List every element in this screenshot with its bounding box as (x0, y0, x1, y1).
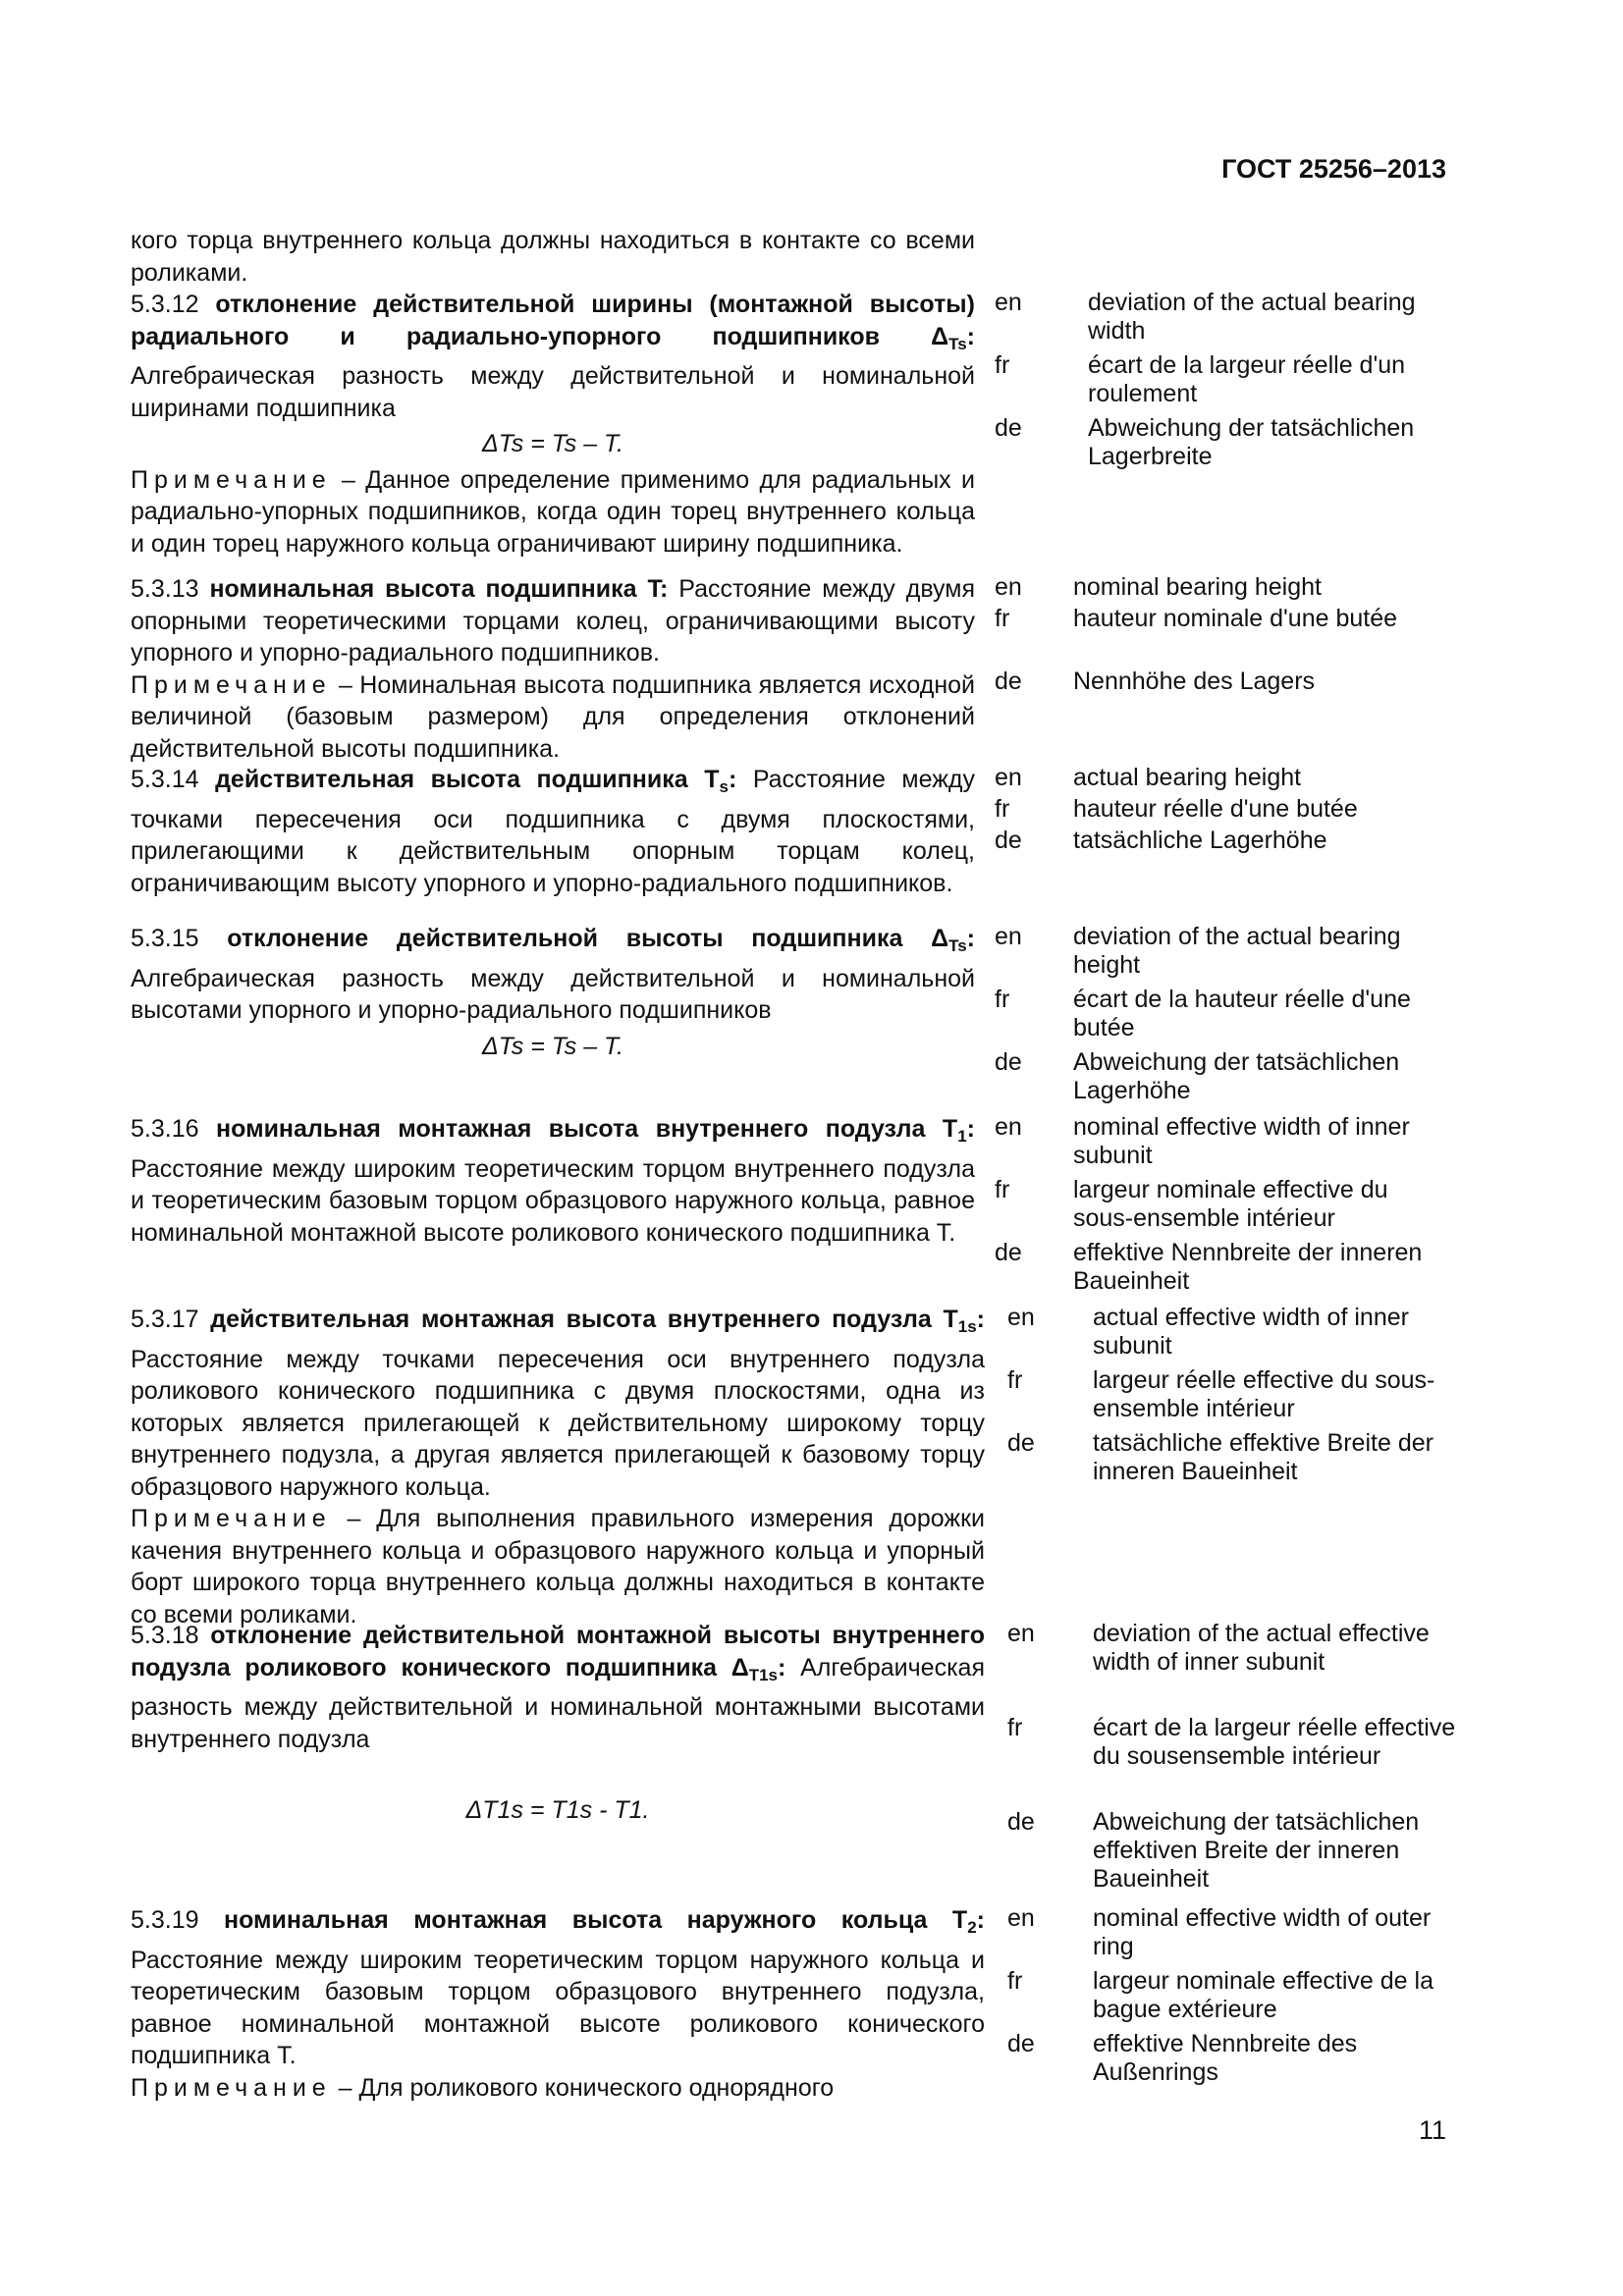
lang-code: de (995, 1239, 1022, 1266)
formula: ΔT1s = T1s - T1. (465, 1796, 650, 1824)
term-title: отклонение действительной высоты подшипника Δ (227, 925, 949, 952)
term-number: 5.3.18 (131, 1622, 199, 1649)
note-text: – Для роликового конического однорядного (331, 2073, 835, 2102)
translation: Nennhöhe des Lagers (1073, 667, 1316, 695)
term-title: номинальная монтажная высота внутреннего подузла T (216, 1115, 958, 1143)
translation: écart de la hauteur réelle d'une butée (1073, 986, 1411, 1041)
note-label: Примечание (131, 1505, 332, 1532)
term-title: действительная монтажная высота внутреннего подузла T (210, 1306, 958, 1333)
lang-code: fr (1007, 1366, 1023, 1394)
term-body: 5.3.18 отклонение действительной монтажной высоты внутреннего подузла роликового конического подшипника $\Delta_{T1s}$: Алгебраическая разность между действительной и номинальной монтажными высотами внутреннего подузла ΔT1s = T1s - T1. (131, 1620, 985, 1831)
note-text: – Номинальная высота подшипника является исходной величиной (базовым размером) для определения отклонений действительной высоты подшипника. (131, 670, 975, 763)
translation: actual bearing height (1073, 764, 1302, 791)
term-number: 5.3.16 (131, 1115, 199, 1143)
term-definition: Расстояние между точками пересечения оси внутреннего подузла роликового конического подшипника с двумя плоскостями, одна из которых является прилегающей к действительному широкому торцу внутреннего подузла, а другая является прилегающей к базовому торцу образцового наружного кольца. (131, 1345, 985, 1501)
term-definition: Расстояние между двумя опорными теоретическими торцами колец, ограничивающими высоту упорного и упорно-радиального подшипников. (131, 575, 975, 667)
term-number: 5.3.14 (131, 766, 199, 793)
translation: largeur réelle effective du sous-ensemble intérieur (1093, 1366, 1435, 1422)
translation: largeur nominale effective du sous-ensemble intérieur (1073, 1176, 1388, 1232)
lang-code: fr (1007, 1967, 1023, 1995)
lang-code: fr (995, 351, 1010, 379)
term-number: 5.3.13 (131, 575, 199, 603)
term-body: 5.3.14 действительная высота подшипника $T_s$: Расстояние между точками пересечения оси подшипника с двумя плоскостями, прилегающими к действительным опорным торцам колец, ограничивающим высоту упорного и упорно-радиального подшипников. (131, 766, 975, 897)
translation: nominal bearing height (1073, 573, 1322, 601)
translation: actual effective width of inner subunit (1093, 1304, 1409, 1360)
translation: tatsächliche effektive Breite der inneren Baueinheit (1093, 1429, 1434, 1485)
term-number: 5.3.17 (131, 1306, 199, 1333)
translation: nominal effective width of outer ring (1093, 1904, 1432, 1960)
term-body: 5.3.13 номинальная высота подшипника T: Расстояние между двумя опорными теоретическими торцами колец, ограничивающими высоту упорного и упорно-радиального подшипников. Примечание – Номинальная высота подшипника является исходной величиной (базовым размером) для определения отклонений действительной высоты подшипника. (131, 575, 975, 763)
translation: effektive Nennbreite des Außenrings (1093, 2030, 1358, 2086)
formula: ΔTs = Ts – T. (482, 430, 623, 457)
note-text: – Данное определение применимо для радиальных и радиально-упорных подшипников, когда один торец внутреннего кольца и один торец наружного кольца ограничивают ширину подшипника. (131, 465, 975, 558)
lang-code: en (995, 764, 1022, 791)
formula: ΔTs = Ts – T. (482, 1032, 623, 1060)
lang-code: de (1007, 1808, 1035, 1836)
translation: Abweichung der tatsächlichen effektiven Breite der inneren Baueinheit (1093, 1808, 1420, 1893)
term-body: 5.3.16 номинальная монтажная высота внутреннего подузла $T_1$: Расстояние между широким теоретическим торцом внутреннего подузла и теоретическим базовым торцом образцового наружного кольца, равное номинальной монтажной высоте роликового конического подшипника T. (131, 1115, 975, 1247)
term-title: отклонение действительной ширины (монтажной высоты) радиального и радиально-упорного подшипников Δ (131, 291, 975, 350)
lang-code: de (995, 827, 1022, 854)
term-title: номинальная монтажная высота наружного кольца T (224, 1906, 968, 1934)
lang-code: de (1007, 2030, 1035, 2057)
translation: Abweichung der tatsächlichen Lagerbreite (1088, 414, 1415, 470)
translation: hauteur réelle d'une butée (1073, 795, 1358, 823)
translation: tatsächliche Lagerhöhe (1073, 827, 1327, 854)
lang-code: fr (1007, 1714, 1023, 1741)
term-number: 5.3.19 (131, 1906, 199, 1934)
term-body: 5.3.17 действительная монтажная высота внутреннего подузла $T_{1s}$: Расстояние между точками пересечения оси внутреннего подузла роликового конического подшипника с двумя плоскостями, одна из которых является прилегающей к действительному широкому торцу внутреннего подузла, а другая является прилегающей к базовому торцу образцового наружного кольца. Примечание – Для выполнения правильного измерения дорожки качения внутреннего кольца и образцового наружного кольца и упорный борт широкого торца внутреннего кольца должны находиться в контакте со всеми роликами. (131, 1306, 985, 1629)
lang-code: de (995, 1048, 1022, 1076)
note-label: Примечание (131, 465, 332, 494)
term-definition: Расстояние между широким теоретическим торцом внутреннего подузла и теоретическим базовым торцом образцового наружного кольца, равное номинальной монтажной высоте роликового конического подшипника T. (131, 1154, 975, 1247)
lang-code: en (995, 289, 1022, 316)
translation: hauteur nominale d'une butée (1073, 605, 1398, 632)
lang-code: en (1007, 1620, 1035, 1647)
intro-text: кого торца внутреннего кольца должны находиться в контакте со всеми роликами. (131, 227, 975, 287)
lang-code: fr (995, 986, 1010, 1013)
page-number: 11 (1418, 2115, 1446, 2145)
lang-code: fr (995, 795, 1010, 823)
translation: largeur nominale effective de la bague extérieure (1093, 1967, 1434, 2023)
lang-code: en (1007, 1304, 1035, 1331)
lang-code: en (995, 923, 1022, 950)
term-definition: Алгебраическая разность между действительной и номинальной монтажными высотами внутреннего подузла (131, 1653, 985, 1753)
lang-code: en (1007, 1904, 1035, 1932)
document-code: ГОСТ 25256–2013 (1221, 154, 1446, 184)
term-definition: Алгебраическая разность между действительной и номинальной ширинами подшипника (131, 362, 975, 422)
term-number: 5.3.12 (131, 291, 199, 318)
term-number: 5.3.15 (131, 925, 199, 952)
lang-code: fr (995, 605, 1010, 632)
term-definition: Расстояние между точками пересечения оси подшипника с двумя плоскостями, прилегающими к действительным опорным торцам колец, ограничивающим высоту упорного и упорно-радиального подшипников. (131, 766, 975, 897)
term-body: 5.3.12 отклонение действительной ширины (монтажной высоты) радиального и радиально-упорного подшипников $\Delta_{Ts}$: Алгебраическая разность между действительной и номинальной ширинами подшипника ΔTs = Ts – T. Примечание – Данное определение применимо для радиальных и радиально-упорных подшипников, когда один торец внутреннего кольца и один торец наружного кольца ограничивают ширину подшипника. (131, 291, 975, 558)
lang-code: fr (995, 1176, 1010, 1203)
term-definition: Расстояние между широким теоретическим торцом наружного кольца и теоретическим базовым торцом образцового внутреннего подузла, равное номинальной монтажной высоте роликового конического подшипника T. (131, 1946, 985, 2069)
term-body: 5.3.15 отклонение действительной высоты подшипника $\Delta_{Ts}$: Алгебраическая разность между действительной и номинальной высотами упорного и упорно-радиального подшипников ΔTs = Ts – T. (131, 923, 975, 1066)
term-body: 5.3.19 номинальная монтажная высота наружного кольца $T_2$: Расстояние между широким теоретическим торцом наружного кольца и теоретическим базовым торцом образцового внутреннего подузла, равное номинальной монтажной высоте роликового конического подшипника T. Примечание – Для роликового конического однорядного (131, 1906, 985, 2102)
term-title: номинальная высота подшипника T (209, 575, 660, 603)
lang-code: en (995, 573, 1022, 601)
note-text: – Для выполнения правильного измерения дорожки качения внутреннего кольца и образцового наружного кольца и упорный борт широкого торца внутреннего кольца должны находиться в контакте со всеми роликами. (131, 1505, 985, 1629)
translation: deviation of the actual bearing height (1073, 923, 1401, 979)
translation: nominal effective width of inner subunit (1073, 1113, 1410, 1169)
term-definition: Алгебраическая разность между действительной и номинальной высотами упорного и упорно-радиального подшипников (131, 964, 975, 1024)
term-title: отклонение действительной монтажной высоты внутреннего подузла роликового конического подшипника Δ (131, 1622, 986, 1682)
translation: effektive Nennbreite der inneren Baueinheit (1073, 1239, 1423, 1295)
translation: écart de la largeur réelle effective du sousensemble intérieur (1093, 1714, 1456, 1770)
lang-code: en (995, 1113, 1022, 1141)
lang-code: de (1007, 1429, 1035, 1457)
lang-code: de (995, 414, 1022, 442)
note-label: Примечание (131, 670, 332, 699)
note-label: Примечание (131, 2073, 332, 2102)
term-title: действительная высота подшипника T (215, 766, 720, 793)
translation: écart de la largeur réelle d'un roulement (1088, 351, 1406, 407)
lang-code: de (995, 667, 1022, 695)
translation: deviation of the actual bearing width (1088, 289, 1416, 345)
translation: deviation of the actual effective width of inner subunit (1093, 1620, 1430, 1676)
translation: Abweichung der tatsächlichen Lagerhöhe (1073, 1048, 1400, 1104)
